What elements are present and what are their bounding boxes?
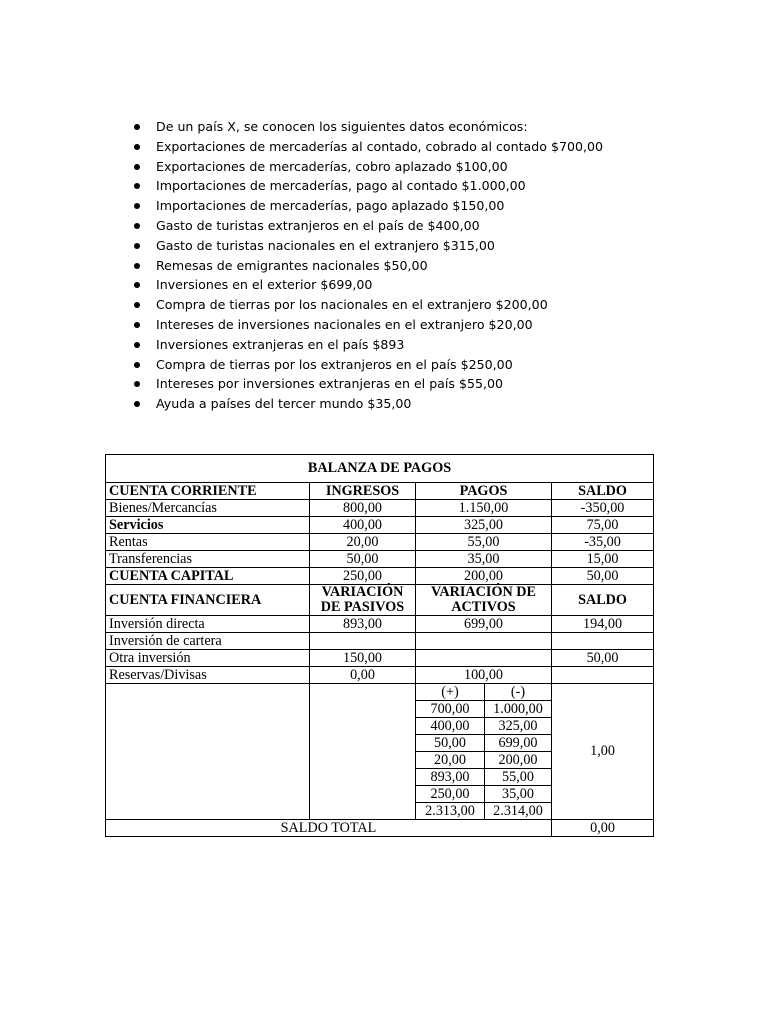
pasivos-cell [310, 633, 416, 650]
list-item: Intereses por inversiones extranjeras en el país $55,00 [132, 374, 603, 394]
activos-header: VARIACIÓN DE ACTIVOS [416, 585, 552, 616]
pagos-header: PAGOS [416, 483, 552, 500]
list-item: Remesas de emigrantes nacionales $50,00 [132, 256, 603, 276]
balanza-de-pagos-table [105, 454, 654, 837]
cc-header-row [106, 483, 654, 500]
saldo-cell: 75,00 [552, 517, 654, 534]
minus-cell: 699,00 [485, 735, 552, 752]
saldo-total-row [106, 820, 654, 837]
pasivos-cell: 150,00 [310, 650, 416, 667]
saldo-cell [552, 633, 654, 650]
ingresos-cell: 250,00 [310, 568, 416, 585]
row-label: Rentas [106, 534, 310, 551]
list-item: Gasto de turistas extranjeros en el país de $400,00 [132, 216, 603, 236]
minus-cell: 200,00 [485, 752, 552, 769]
minus-cell: 55,00 [485, 769, 552, 786]
calc-blank-label [106, 684, 310, 820]
saldo-cell: 194,00 [552, 616, 654, 633]
pasivos-header: VARIACIÓN DE PASIVOS [310, 585, 416, 616]
plus-cell: 250,00 [416, 786, 485, 803]
saldo-header: SALDO [552, 483, 654, 500]
ingresos-cell: 400,00 [310, 517, 416, 534]
cc-header-label: CUENTA CORRIENTE [106, 483, 310, 500]
plus-cell: 20,00 [416, 752, 485, 769]
saldo-cell: -350,00 [552, 500, 654, 517]
table-row [106, 500, 654, 517]
minus-header: (-) [485, 684, 552, 701]
plus-cell: 893,00 [416, 769, 485, 786]
fin-header-label: CUENTA FINANCIERA [106, 585, 310, 616]
list-item: Compra de tierras por los nacionales en el extranjero $200,00 [132, 295, 603, 315]
list-item: Gasto de turistas nacionales en el extranjero $315,00 [132, 236, 603, 256]
saldo-cell [552, 667, 654, 684]
calc-blank-pasivos [310, 684, 416, 820]
fin-saldo-header: SALDO [552, 585, 654, 616]
list-item: Ayuda a países del tercer mundo $35,00 [132, 394, 603, 414]
activos-cell: 699,00 [416, 616, 552, 633]
list-item: Compra de tierras por los extranjeros en el país $250,00 [132, 355, 603, 375]
plus-cell: 700,00 [416, 701, 485, 718]
activos-cell [416, 633, 552, 650]
saldo-cell: 15,00 [552, 551, 654, 568]
row-label: Inversión directa [106, 616, 310, 633]
row-label: Servicios [106, 517, 310, 534]
table-row [106, 517, 654, 534]
calc-header-row [106, 684, 654, 701]
capital-row [106, 568, 654, 585]
saldo-cell: 50,00 [552, 650, 654, 667]
pasivos-cell: 0,00 [310, 667, 416, 684]
table-row [106, 633, 654, 650]
saldo-total-label: SALDO TOTAL [106, 820, 552, 837]
fin-header-row [106, 585, 654, 616]
activos-cell [416, 650, 552, 667]
pagos-cell: 325,00 [416, 517, 552, 534]
pagos-cell: 35,00 [416, 551, 552, 568]
ingresos-cell: 800,00 [310, 500, 416, 517]
pagos-cell: 1.150,00 [416, 500, 552, 517]
minus-cell: 1.000,00 [485, 701, 552, 718]
row-label: Transferencias [106, 551, 310, 568]
list-item: Importaciones de mercaderías, pago al contado $1.000,00 [132, 176, 603, 196]
saldo-total-value: 0,00 [552, 820, 654, 837]
list-item: Exportaciones de mercaderías al contado, cobrado al contado $700,00 [132, 137, 603, 157]
ingresos-cell: 20,00 [310, 534, 416, 551]
minus-total: 2.314,00 [485, 803, 552, 820]
pagos-cell: 200,00 [416, 568, 552, 585]
pagos-cell: 55,00 [416, 534, 552, 551]
plus-header: (+) [416, 684, 485, 701]
minus-cell: 325,00 [485, 718, 552, 735]
minus-cell: 35,00 [485, 786, 552, 803]
table-row [106, 534, 654, 551]
row-label: Bienes/Mercancías [106, 500, 310, 517]
ingresos-header: INGRESOS [310, 483, 416, 500]
row-label: Reservas/Divisas [106, 667, 310, 684]
pasivos-cell: 893,00 [310, 616, 416, 633]
list-item: Inversiones extranjeras en el país $893 [132, 335, 603, 355]
saldo-cell: -35,00 [552, 534, 654, 551]
table-title: BALANZA DE PAGOS [106, 455, 654, 483]
table-row [106, 616, 654, 633]
table-row [106, 650, 654, 667]
row-label: Otra inversión [106, 650, 310, 667]
data-list [132, 117, 603, 414]
table-row [106, 667, 654, 684]
plus-cell: 50,00 [416, 735, 485, 752]
list-item: De un país X, se conocen los siguientes datos económicos: [132, 117, 603, 137]
capital-label: CUENTA CAPITAL [106, 568, 310, 585]
list-item: Exportaciones de mercaderías, cobro aplazado $100,00 [132, 157, 603, 177]
activos-cell: 100,00 [416, 667, 552, 684]
table-row [106, 551, 654, 568]
plus-total: 2.313,00 [416, 803, 485, 820]
saldo-cell: 50,00 [552, 568, 654, 585]
plus-cell: 400,00 [416, 718, 485, 735]
row-label: Inversión de cartera [106, 633, 310, 650]
list-item: Intereses de inversiones nacionales en el extranjero $20,00 [132, 315, 603, 335]
list-item: Inversiones en el exterior $699,00 [132, 275, 603, 295]
ingresos-cell: 50,00 [310, 551, 416, 568]
calc-saldo: 1,00 [552, 684, 654, 820]
list-item: Importaciones de mercaderías, pago aplazado $150,00 [132, 196, 603, 216]
